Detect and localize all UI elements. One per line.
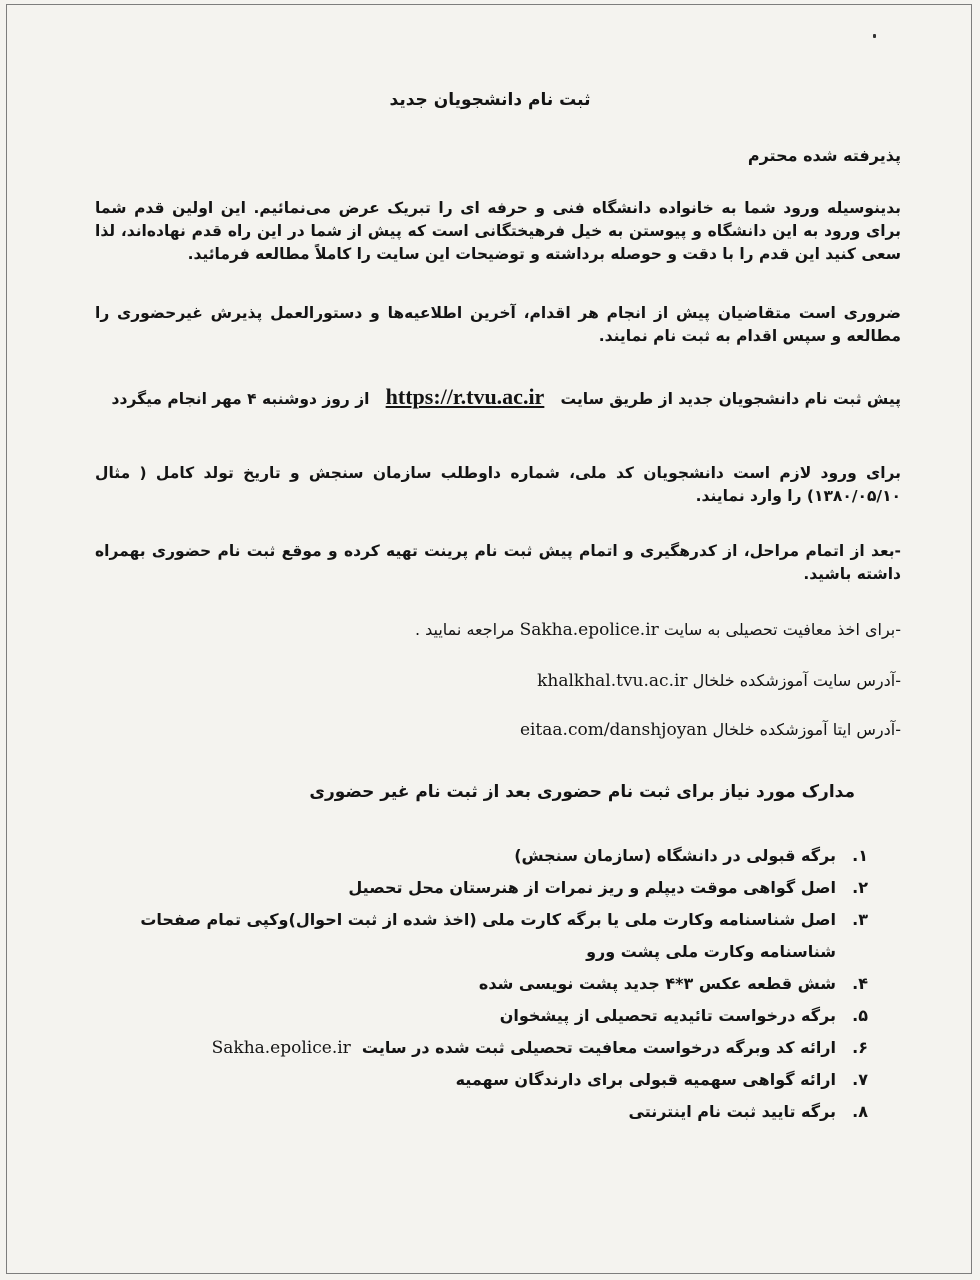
exemption-line (95, 618, 901, 642)
school-site-link[interactable]: khalkhal.tvu.ac.ir (537, 671, 688, 691)
list-item: ۸. برگه تایید ثبت نام اینترنتی (628, 1102, 868, 1121)
document-title: ثبت نام دانشجویان جدید (389, 90, 591, 110)
scan-speck (873, 34, 876, 38)
list-item: ۶. ارائه کد وبرگه درخواست معافیت تحصیلی ثبت شده در سایت Sakha.epolice.ir (211, 1038, 868, 1058)
exemption-text-after: مراجعه نمایید . (414, 620, 515, 639)
list-item: ۳. اصل شناسنامه وکارت ملی یا برگه کارت ملی (اخذ شده از ثبت احوال)وکپی تمام صفحات شناسنامه وکارت ملی پشت ورو (140, 910, 868, 961)
login-info-paragraph: برای ورود لازم است دانشجویان کد ملی، شماره داوطلب سازمان سنجش و تاریخ تولد کامل ( مثال ۱۳۸۰/۰۵/۱۰) را وارد نمایند. (95, 464, 901, 505)
list-item: ۴. شش قطعه عکس ۳*۴ جدید پشت نویسی شده (478, 974, 868, 993)
exemption-text-before: -برای اخذ معافیت تحصیلی به سایت (663, 620, 901, 639)
school-site-line (95, 669, 901, 693)
prereg-text-before: پیش ثبت نام دانشجویان جدید از طریق سایت (560, 390, 901, 408)
list-item: ۲. اصل گواهی موقت دیپلم و ریز نمرات از هنرستان محل تحصیل (348, 878, 868, 897)
list-item: ۷. ارائه گواهی سهمیه قبولی برای دارندگان سهمیه (455, 1070, 868, 1089)
welcome-paragraph: بدینوسیله ورود شما به خانواده دانشگاه فنی و حرفه ای را تبریک عرض می‌نمائیم. این اولین قدم شما برای ورود به این دانشگاه و پیوستن به خیل فرهیختگانی است که پیش از شما در این راه قدم نهاده‌اند، لذا سعی کنید این قدم را با دقت و حوصله برداشته و توضیحات این سایت را کاملاً مطالعه فرمائید. (95, 199, 901, 263)
prereg-text-after: از روز دوشنبه ۴ مهر انجام میگردد (111, 390, 370, 408)
sakha-site-link[interactable]: Sakha.epolice.ir (211, 1038, 351, 1058)
preregistration-paragraph (95, 385, 901, 411)
eitaa-line (95, 718, 901, 742)
required-documents-list (128, 840, 868, 1128)
eitaa-link[interactable]: eitaa.com/danshjoyan (519, 720, 708, 740)
required-documents-heading: مدارک مورد نیاز برای ثبت نام حضوری بعد از ثبت نام غیر حضوری (309, 782, 855, 802)
list-item: ۱. برگه قبولی در دانشگاه (سازمان سنجش) (514, 846, 868, 865)
salutation: پذیرفته شده محترم (747, 146, 901, 165)
school-site-label: -آدرس سایت آموزشکده خلخال (692, 671, 901, 690)
prereg-url-link[interactable]: https://r.tvu.ac.ir (385, 384, 545, 409)
eitaa-label: -آدرس ایتا آموزشکده خلخال (712, 720, 901, 739)
exemption-site-link[interactable]: Sakha.epolice.ir (519, 620, 659, 640)
after-steps-paragraph: -بعد از اتمام مراحل، از کدرهگیری و اتمام پیش ثبت نام پرینت تهیه کرده و موقع ثبت نام حضوری بهمراه داشته باشید. (95, 542, 901, 583)
list-item: ۵. برگه درخواست تائیدیه تحصیلی از پیشخوان (499, 1006, 868, 1025)
instructions-paragraph: ضروری است متقاضیان پیش از انجام هر اقدام، آخرین اطلاعیه‌ها و دستورالعمل پذیرش غیرحضوری را مطالعه و سپس اقدام به ثبت نام نمایند. (95, 304, 901, 345)
